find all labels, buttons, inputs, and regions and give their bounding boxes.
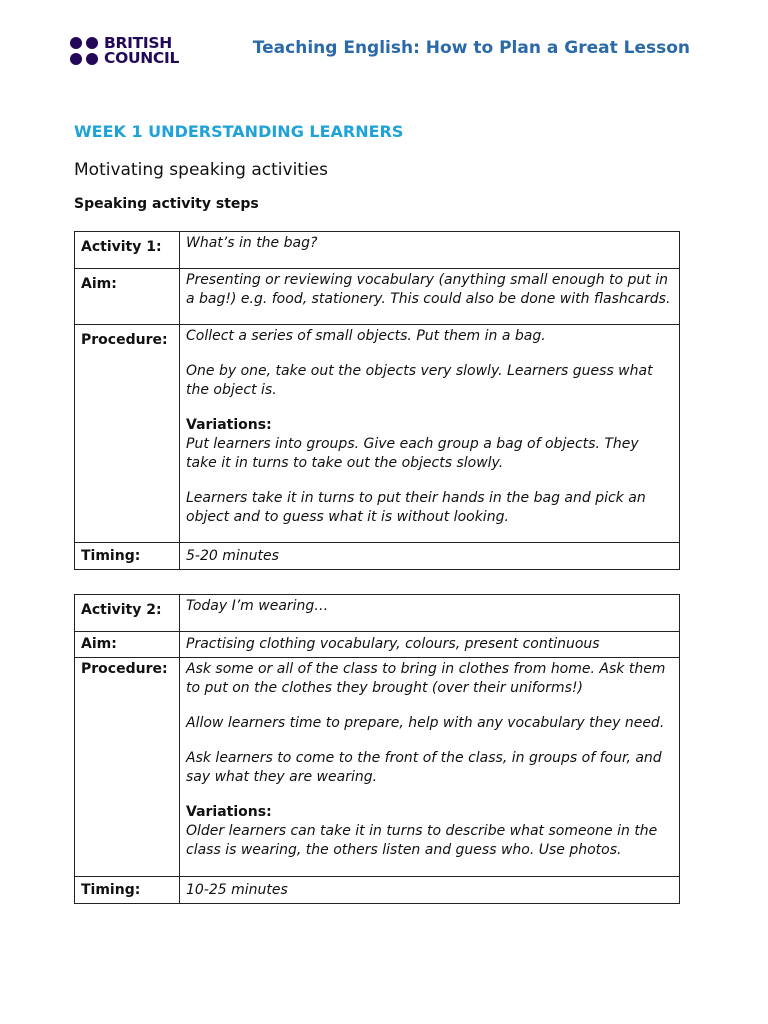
- procedure-label: Procedure:: [75, 325, 180, 543]
- aim-value: Practising clothing vocabulary, colours, present continuous: [180, 632, 680, 658]
- timing-value: 10-25 minutes: [180, 877, 680, 904]
- subsection-title: Speaking activity steps: [74, 196, 259, 212]
- timing-value: 5-20 minutes: [180, 543, 680, 570]
- aim-label: Aim:: [75, 632, 180, 658]
- procedure-step: Ask some or all of the class to bring in clothes from home. Ask them to put on the clothes they brought (over their uniforms!): [186, 661, 666, 696]
- procedure-value: [180, 658, 680, 877]
- table-row-procedure: [75, 325, 680, 543]
- activity-value: What’s in the bag?: [180, 232, 680, 269]
- variation-text: Put learners into groups. Give each group a bag of objects. They take it in turns to take out the objects slowly.: [186, 436, 639, 471]
- activity-label: Activity 1:: [75, 232, 180, 269]
- week-heading: WEEK 1 UNDERSTANDING LEARNERS: [74, 122, 404, 141]
- activity-table-1: [74, 231, 680, 570]
- activity-value: Today I’m wearing…: [180, 595, 680, 632]
- procedure-step: Allow learners time to prepare, help with any vocabulary they need.: [186, 715, 665, 731]
- header-title: Teaching English: How to Plan a Great Lesson: [252, 38, 690, 58]
- timing-label: Timing:: [75, 877, 180, 904]
- table-row-timing: [75, 543, 680, 570]
- logo-line-1: BRITISH: [104, 34, 172, 52]
- table-row-procedure: [75, 658, 680, 877]
- table-row-activity: [75, 232, 680, 269]
- logo-dots-icon: [70, 37, 98, 65]
- variations-heading: Variations:: [186, 804, 272, 820]
- procedure-label: Procedure:: [75, 658, 180, 877]
- activity-table-2: [74, 594, 680, 904]
- variations-block: [186, 416, 673, 473]
- table-row-aim: [75, 632, 680, 658]
- aim-value: Presenting or reviewing vocabulary (anything small enough to put in a bag!) e.g. food, stationery. This could also be done with flashcards.: [180, 269, 680, 325]
- table-row-activity: [75, 595, 680, 632]
- procedure-value: [180, 325, 680, 543]
- variations-heading: Variations:: [186, 417, 272, 433]
- british-council-logo: [70, 36, 179, 66]
- variation-text: Older learners can take it in turns to describe what someone in the class is wearing, the others listen and guess who. Use photos.: [186, 823, 658, 858]
- procedure-step: One by one, take out the objects very slowly. Learners guess what the object is.: [186, 363, 653, 398]
- timing-label: Timing:: [75, 543, 180, 570]
- variation-text: Learners take it in turns to put their hands in the bag and pick an object and to guess what it is without looking.: [186, 490, 646, 525]
- aim-label: Aim:: [75, 269, 180, 325]
- activity-label: Activity 2:: [75, 595, 180, 632]
- table-row-aim: [75, 269, 680, 325]
- procedure-step: Ask learners to come to the front of the class, in groups of four, and say what they are wearing.: [186, 750, 662, 785]
- logo-line-2: COUNCIL: [104, 49, 180, 67]
- variations-block: [186, 803, 673, 860]
- section-title: Motivating speaking activities: [74, 160, 328, 180]
- logo-wordmark: [104, 36, 179, 66]
- table-row-timing: [75, 877, 680, 904]
- procedure-step: Collect a series of small objects. Put them in a bag.: [186, 328, 546, 344]
